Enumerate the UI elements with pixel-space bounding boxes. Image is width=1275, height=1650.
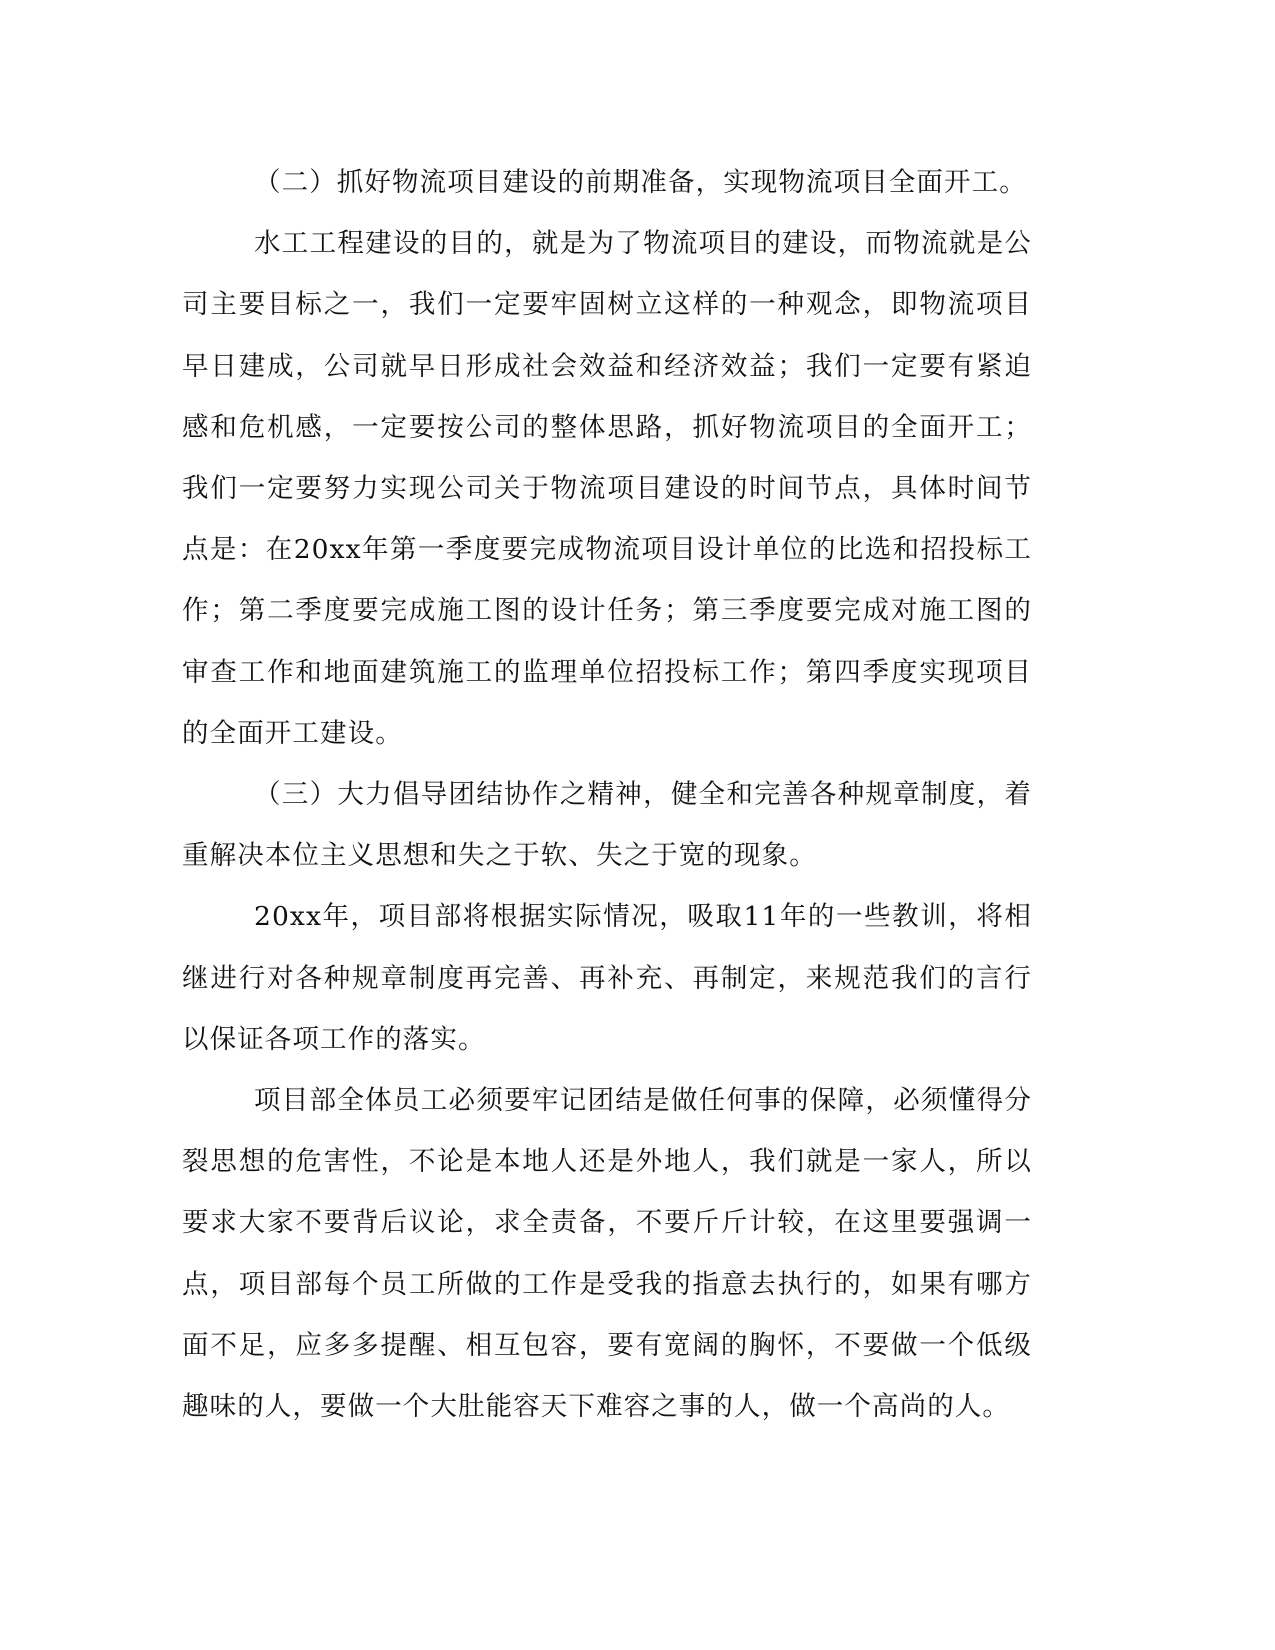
document-body xyxy=(182,152,1032,1437)
paragraph-logistics-timeline: 水工工程建设的目的，就是为了物流项目的建设，而物流就是公司主要目标之一，我们一定要牢固树立这样的一种观念，即物流项目早日建成，公司就早日形成社会效益和经济效益；我们一定要有紧迫感和危机感，一定要按公司的整体思路，抓好物流项目的全面开工；我们一定要努力实现公司关于物流项目建设的时间节点，具体时间节点是：在20xx年第一季度要完成物流项目设计单位的比选和招投标工作；第二季度要完成施工图的设计任务；第三季度要完成对施工图的审查工作和地面建筑施工的监理单位招投标工作；第四季度实现项目的全面开工建设。 xyxy=(182,228,1032,749)
section-heading-3: （三）大力倡导团结协作之精神，健全和完善各种规章制度，着重解决本位主义思想和失之于软、失之于宽的现象。 xyxy=(182,779,1032,872)
paragraph-unity: 项目部全体员工必须要牢记团结是做任何事的保障，必须懂得分裂思想的危害性，不论是本地人还是外地人，我们就是一家人，所以要求大家不要背后议论，求全责备，不要斤斤计较，在这里要强调一点，项目部每个员工所做的工作是受我的指意去执行的，如果有哪方面不足，应多多提醒、相互包容，要有宽阔的胸怀，不要做一个低级趣味的人，要做一个大肚能容天下难容之事的人，做一个高尚的人。 xyxy=(182,1085,1032,1423)
section-heading-2: （二）抓好物流项目建设的前期准备，实现物流项目全面开工。 xyxy=(254,167,1027,198)
paragraph-regulations: 20xx年，项目部将根据实际情况，吸取11年的一些教训，将相继进行对各种规章制度再完善、再补充、再制定，来规范我们的言行以保证各项工作的落实。 xyxy=(182,901,1032,1055)
